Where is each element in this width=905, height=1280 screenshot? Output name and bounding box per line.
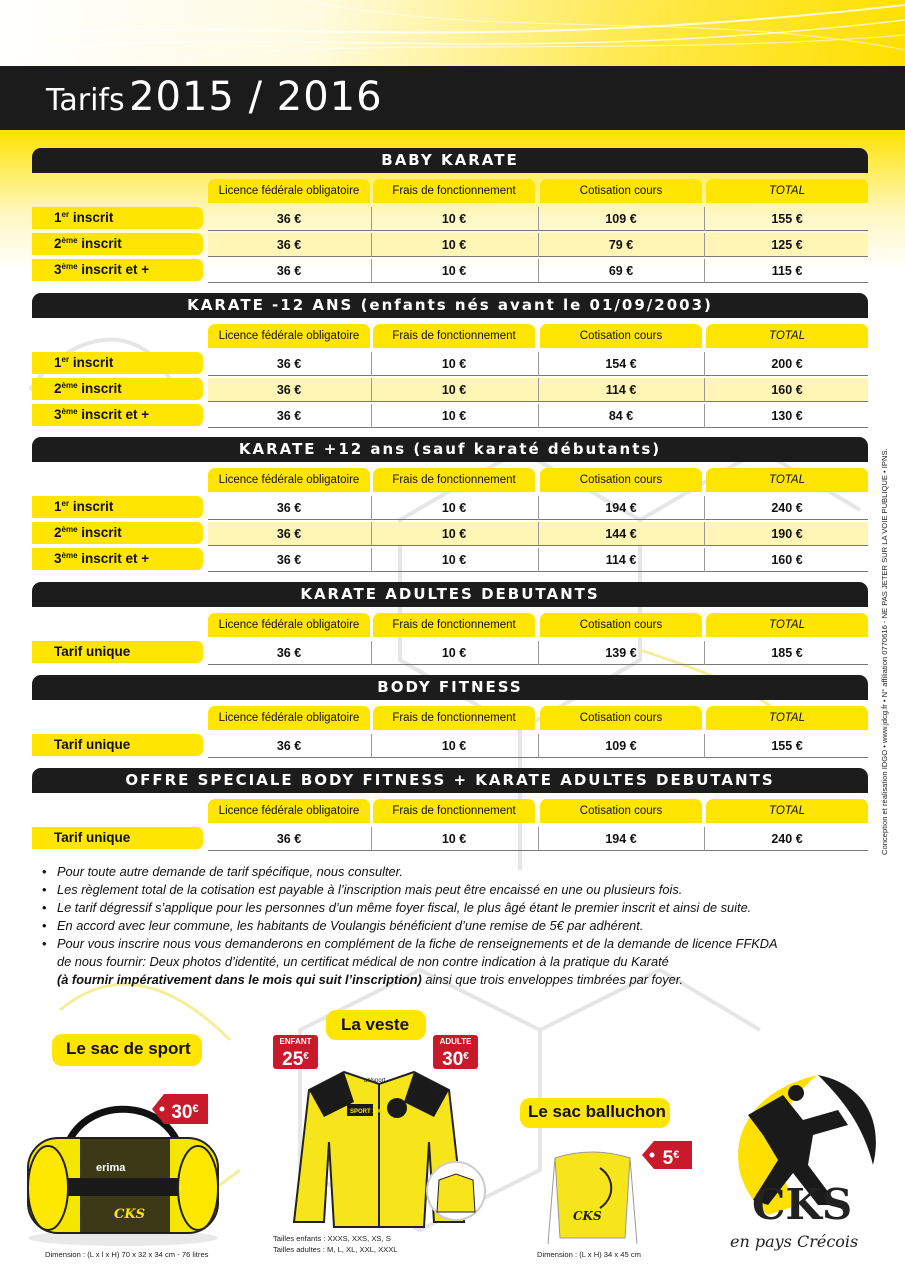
cell-cotisation: 79 €: [608, 238, 634, 252]
cell-licence: 36 €: [276, 264, 302, 278]
column-divider: [704, 378, 705, 402]
column-header-cotisation: Cotisation cours: [540, 179, 702, 203]
cell-licence: 36 €: [276, 553, 302, 567]
row-label: [32, 496, 203, 518]
cell-frais: 10 €: [441, 357, 467, 371]
column-divider: [704, 734, 705, 758]
cell-cotisation: 144 €: [605, 527, 637, 541]
row-values: [208, 734, 868, 758]
bag-brand-text: erima: [96, 1162, 126, 1174]
note-rest: ainsi que trois enveloppes timbrées par foyer.: [421, 972, 684, 987]
cell-licence: 36 €: [276, 383, 302, 397]
row-label-rest: inscrit: [69, 499, 114, 514]
tariff-section: [32, 148, 868, 278]
row-label-rest: inscrit: [77, 236, 122, 251]
row-label-main: 2: [54, 525, 62, 540]
title-word: Tarifs: [46, 83, 125, 118]
section-title: KARATE ADULTES DEBUTANTS: [32, 582, 868, 607]
column-header-total: TOTAL: [706, 613, 868, 637]
row-label-main: 3: [54, 262, 62, 277]
column-divider: [704, 827, 705, 851]
row-label-rest: inscrit: [69, 355, 114, 370]
column-divider: [704, 233, 705, 257]
column-header-licence: Licence fédérale obligatoire: [208, 799, 370, 823]
column-header-licence: Licence fédérale obligatoire: [208, 468, 370, 492]
row-label-main: 3: [54, 407, 62, 422]
column-divider: [704, 641, 705, 665]
row-values: [208, 641, 868, 665]
veste-title: La veste: [341, 1015, 410, 1034]
badge-price: 25: [282, 1049, 304, 1070]
table-row: [32, 207, 868, 231]
column-divider: [371, 548, 372, 572]
price-value: 30: [171, 1102, 193, 1123]
row-values: [208, 259, 868, 283]
column-header-total: TOTAL: [706, 468, 868, 492]
row-label: [32, 207, 203, 229]
row-label: [32, 641, 203, 663]
section-title: BABY KARATE: [32, 148, 868, 173]
cell-frais: 10 €: [441, 501, 467, 515]
cell-cotisation: 84 €: [608, 409, 634, 423]
balluchon-bag-image: [545, 1138, 640, 1248]
column-divider: [538, 207, 539, 231]
price-currency: €: [192, 1103, 199, 1115]
row-label-main: 1: [54, 210, 62, 225]
column-header-licence: Licence fédérale obligatoire: [208, 706, 370, 730]
cell-total: 160 €: [771, 383, 803, 397]
cell-cotisation: 109 €: [605, 212, 637, 226]
cell-frais: 10 €: [441, 527, 467, 541]
cell-licence: 36 €: [276, 501, 302, 515]
note-item: • En accord avec leur commune, les habitants de Voulangis bénéficient d’une remise de 5€ par adhérent.: [42, 917, 872, 935]
row-values: [208, 827, 868, 851]
row-label: [32, 522, 203, 544]
column-divider: [704, 496, 705, 520]
cell-licence: 36 €: [276, 357, 302, 371]
row-label-main: 2: [54, 381, 62, 396]
badge-label: ADULTE: [439, 1037, 472, 1046]
column-divider: [538, 827, 539, 851]
row-values: [208, 352, 868, 376]
column-header-frais: Frais de fonctionnement: [373, 179, 535, 203]
row-label-rest: inscrit: [77, 381, 122, 396]
badge-label: ENFANT: [279, 1037, 312, 1046]
balluchon-dimension: Dimension : (L x H) 34 x 45 cm: [537, 1250, 641, 1259]
cell-frais: 10 €: [441, 409, 467, 423]
row-label-rest: inscrit et +: [77, 551, 150, 566]
cell-licence: 36 €: [276, 832, 302, 846]
logo-name: CKS: [752, 1180, 853, 1229]
row-label-sup: ème: [61, 381, 78, 390]
table-row: [32, 522, 868, 546]
row-label-sup: ème: [61, 407, 78, 416]
row-values: [208, 233, 868, 257]
row-values: [208, 496, 868, 520]
tariff-section: [32, 675, 868, 753]
column-divider: [538, 641, 539, 665]
column-header-frais: Frais de fonctionnement: [373, 468, 535, 492]
column-divider: [704, 548, 705, 572]
column-header-total: TOTAL: [706, 706, 868, 730]
page-title: [46, 74, 383, 120]
row-label: [32, 352, 203, 374]
cell-frais: 10 €: [441, 739, 467, 753]
column-divider: [538, 352, 539, 376]
cell-total: 240 €: [771, 501, 803, 515]
row-label-main: 1: [54, 355, 62, 370]
title-years: 2015 / 2016: [129, 74, 383, 120]
note-item: • Les règlement total de la cotisation est payable à l’inscription mais peut être encaissé en une ou plusieurs fois.: [42, 881, 872, 899]
column-header-total: TOTAL: [706, 324, 868, 348]
table-row: [32, 496, 868, 520]
column-header-frais: Frais de fonctionnement: [373, 799, 535, 823]
badge-price: 30: [442, 1049, 464, 1070]
row-label: [32, 404, 203, 426]
cell-cotisation: 109 €: [605, 739, 637, 753]
column-divider: [371, 378, 372, 402]
column-header-total: TOTAL: [706, 799, 868, 823]
column-header-licence: Licence fédérale obligatoire: [208, 179, 370, 203]
note-bold: (à fournir impérativement dans le mois qui suit l’inscription): [57, 972, 422, 987]
cell-frais: 10 €: [441, 832, 467, 846]
table-row: [32, 404, 868, 428]
column-divider: [538, 404, 539, 428]
row-label: [32, 827, 203, 849]
badge-currency: €: [463, 1051, 469, 1062]
column-divider: [371, 404, 372, 428]
note-item: • Pour toute autre demande de tarif spécifique, nous consulter.: [42, 863, 872, 881]
cell-frais: 10 €: [441, 646, 467, 660]
tariff-section: [32, 293, 868, 423]
jacket-back-image: [425, 1160, 487, 1222]
cell-total: 190 €: [771, 527, 803, 541]
cell-total: 240 €: [771, 832, 803, 846]
column-divider: [538, 496, 539, 520]
row-label-rest: inscrit et +: [77, 262, 150, 277]
cell-total: 185 €: [771, 646, 803, 660]
column-header-cotisation: Cotisation cours: [540, 613, 702, 637]
column-divider: [538, 233, 539, 257]
badge-currency: €: [303, 1051, 309, 1062]
bag-logo-text: CKS: [114, 1207, 146, 1222]
cell-licence: 36 €: [276, 527, 302, 541]
table-row: [32, 233, 868, 257]
section-title: KARATE +12 ans (sauf karaté débutants): [32, 437, 868, 462]
cell-licence: 36 €: [276, 646, 302, 660]
row-label: [32, 734, 203, 756]
tariff-section: [32, 437, 868, 567]
column-divider: [371, 352, 372, 376]
row-label-sup: er: [61, 355, 70, 364]
cell-cotisation: 114 €: [605, 383, 637, 397]
row-values: [208, 207, 868, 231]
section-title: OFFRE SPECIALE BODY FITNESS + KARATE ADULTES DEBUTANTS: [32, 768, 868, 793]
cell-cotisation: 69 €: [608, 264, 634, 278]
cell-licence: 36 €: [276, 238, 302, 252]
column-divider: [371, 259, 372, 283]
column-header-frais: Frais de fonctionnement: [373, 324, 535, 348]
logo-tagline: en pays Crécois: [730, 1232, 859, 1251]
cell-total: 125 €: [771, 238, 803, 252]
veste-tailles-enfants: Tailles enfants : XXXS, XXS, XS, S: [273, 1234, 391, 1243]
column-divider: [371, 734, 372, 758]
section-title: KARATE -12 ANS (enfants nés avant le 01/09/2003): [32, 293, 868, 318]
cell-frais: 10 €: [441, 212, 467, 226]
column-header-licence: Licence fédérale obligatoire: [208, 324, 370, 348]
sac-sport-dimension: Dimension : (L x l x H) 70 x 32 x 34 cm - 76 litres: [45, 1250, 209, 1259]
column-divider: [371, 233, 372, 257]
price-currency: €: [673, 1149, 680, 1161]
column-header-total: TOTAL: [706, 179, 868, 203]
row-label-main: 1: [54, 499, 62, 514]
row-label-main: 3: [54, 551, 62, 566]
cell-cotisation: 194 €: [605, 832, 637, 846]
cell-total: 115 €: [771, 264, 803, 278]
column-header-frais: Frais de fonctionnement: [373, 613, 535, 637]
cell-cotisation: 194 €: [605, 501, 637, 515]
column-divider: [538, 548, 539, 572]
balluchon-price: [652, 1141, 690, 1169]
column-header-frais: Frais de fonctionnement: [373, 706, 535, 730]
column-divider: [704, 259, 705, 283]
column-divider: [371, 641, 372, 665]
row-label-sup: er: [61, 499, 70, 508]
row-label-rest: inscrit et +: [77, 407, 150, 422]
column-header-cotisation: Cotisation cours: [540, 799, 702, 823]
cell-licence: 36 €: [276, 212, 302, 226]
table-row: [32, 548, 868, 572]
cell-total: 155 €: [771, 739, 803, 753]
cell-total: 155 €: [771, 212, 803, 226]
side-credit-text: Conception et réalisation IDGO • www.jdcg.fr • N° affiliation 0770616 - NE PAS JETER SUR LA VOIE PUBLIQUE • IPNS.: [880, 448, 889, 855]
row-label-sup: ème: [61, 236, 78, 245]
note-item: • Le tarif dégressif s’applique pour les personnes d’un même foyer fiscal, le plus âgé étant le premier inscrit et ainsi de suite.: [42, 899, 872, 917]
tariff-section: [32, 582, 868, 660]
wave-lines-graphic: [0, 0, 905, 70]
column-divider: [704, 207, 705, 231]
row-label-sup: ème: [61, 262, 78, 271]
sac-sport-title: Le sac de sport: [66, 1039, 191, 1058]
row-values: [208, 404, 868, 428]
row-label-rest: inscrit: [77, 525, 122, 540]
cell-frais: 10 €: [441, 383, 467, 397]
row-label-rest: inscrit: [69, 210, 114, 225]
cell-cotisation: 139 €: [605, 646, 637, 660]
row-label-main: Tarif unique: [54, 737, 131, 752]
sac-sport-price: [164, 1095, 206, 1123]
jacket-brand-text: uhlsport: [364, 1078, 386, 1084]
row-label: [32, 233, 203, 255]
column-divider: [538, 522, 539, 546]
column-header-cotisation: Cotisation cours: [540, 468, 702, 492]
column-divider: [538, 734, 539, 758]
cell-frais: 10 €: [441, 238, 467, 252]
tariff-section: [32, 768, 868, 846]
cell-total: 160 €: [771, 553, 803, 567]
row-label-sup: er: [61, 210, 70, 219]
column-divider: [704, 522, 705, 546]
note-continuation: [42, 971, 872, 989]
column-divider: [371, 496, 372, 520]
jacket-patch-text: SPORT 2000: [350, 1109, 386, 1115]
column-divider: [371, 207, 372, 231]
row-label: [32, 548, 203, 570]
row-values: [208, 548, 868, 572]
column-divider: [371, 827, 372, 851]
cell-licence: 36 €: [276, 409, 302, 423]
table-row: [32, 734, 868, 758]
row-label-sup: ème: [61, 525, 78, 534]
veste-tailles-adultes: Tailles adultes : M, L, XL, XXL, XXXL: [273, 1245, 398, 1254]
row-label: [32, 259, 203, 281]
column-header-cotisation: Cotisation cours: [540, 324, 702, 348]
cell-frais: 10 €: [441, 264, 467, 278]
row-label-main: Tarif unique: [54, 644, 131, 659]
table-row: [32, 352, 868, 376]
price-value: 5: [662, 1148, 674, 1169]
table-row: [32, 641, 868, 665]
column-header-cotisation: Cotisation cours: [540, 706, 702, 730]
column-divider: [538, 378, 539, 402]
balluchon-title: Le sac balluchon: [528, 1102, 666, 1121]
note-continuation: de nous fournir: Deux photos d’identité, un certificat médical de non contre indication à la pratique du Karaté: [57, 954, 669, 969]
table-row: [32, 827, 868, 851]
section-title: BODY FITNESS: [32, 675, 868, 700]
cell-total: 200 €: [771, 357, 803, 371]
cell-frais: 10 €: [441, 553, 467, 567]
cell-cotisation: 114 €: [605, 553, 637, 567]
column-divider: [704, 352, 705, 376]
row-values: [208, 378, 868, 402]
row-label: [32, 378, 203, 400]
table-row: [32, 378, 868, 402]
row-label-main: Tarif unique: [54, 830, 131, 845]
title-bar: [0, 66, 905, 130]
column-divider: [371, 522, 372, 546]
column-divider: [704, 404, 705, 428]
balluchon-logo-text: CKS: [573, 1209, 602, 1223]
notes-list: [42, 863, 872, 989]
cell-licence: 36 €: [276, 739, 302, 753]
note-item: • Pour vous inscrire nous vous demanderons en complément de la fiche de renseignements et de la demande de licence FFKDA: [42, 935, 872, 953]
cell-cotisation: 154 €: [605, 357, 637, 371]
row-label-main: 2: [54, 236, 62, 251]
column-header-licence: Licence fédérale obligatoire: [208, 613, 370, 637]
row-values: [208, 522, 868, 546]
cell-total: 130 €: [771, 409, 803, 423]
table-row: [32, 259, 868, 283]
header-decoration: [0, 0, 905, 70]
row-label-sup: ème: [61, 551, 78, 560]
column-divider: [538, 259, 539, 283]
